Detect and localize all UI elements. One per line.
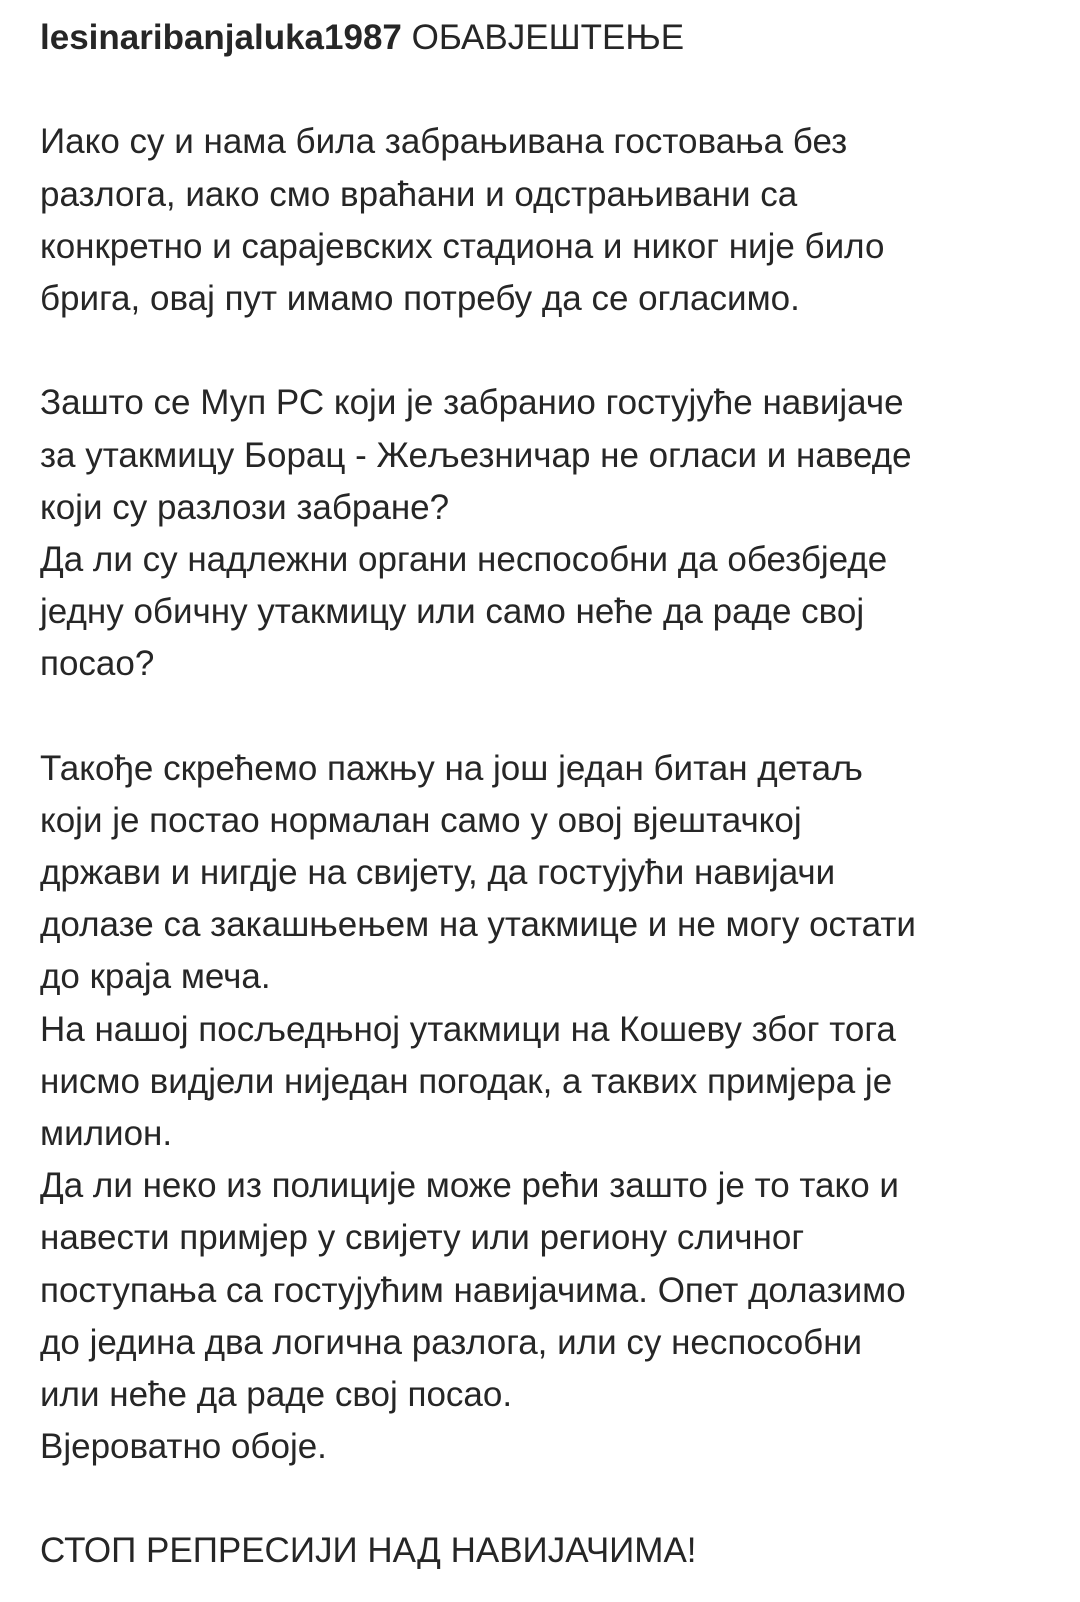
caption-line: који је постао нормалан само у овој вјештачкој [40,800,802,840]
caption-line: конкретно и сарајевских стадиона и никог није било [40,226,885,266]
caption-line: до једина два логична разлога, или су неспособни [40,1322,863,1362]
caption-line: до краја меча. [40,957,271,997]
paragraph-spacer [40,1473,1050,1525]
caption-heading: ОБАВЈЕШТЕЊЕ [411,18,685,57]
caption-line: нисмо видјели ниједан погодак, а таквих примјера је [40,1061,893,1101]
caption-line: за утакмицу Борац - Жељезничар не огласи и наведе [40,435,912,475]
username-link[interactable]: lesinaribanjaluka1987 [40,18,402,57]
caption-line: посао? [40,644,155,684]
paragraph-3 [40,743,1050,1474]
caption-header [40,12,1050,64]
caption-line: долазе са закашњењем на утакмице и не могу остати [40,905,916,945]
caption-line: навести примјер у свијету или региону сличног [40,1218,805,1258]
paragraph-spacer [40,64,1050,116]
paragraph-1 [40,116,1050,325]
caption-line: држави и нигдје на свијету, да гостујући навијачи [40,853,836,892]
caption-line: разлога, иако смо враћани и одстрањивани са [40,174,798,214]
caption-line: поступања са гостујућим навијачима. Опет долазимо [40,1270,906,1310]
paragraph-spacer [40,325,1050,377]
caption-line: милион. [40,1113,173,1153]
caption-line: Иако су и нама била забрањивана гостовања без [40,122,848,162]
caption-line: Вјероватно обоје. [40,1427,327,1467]
caption-line: Да ли неко из полиције може рећи зашто је то тако и [40,1166,899,1206]
caption-line: једну обичну утакмицу или само неће да раде свој [40,592,865,632]
caption-line: На нашој посљедњној утакмици на Кошеву због тога [40,1009,896,1049]
paragraph-spacer [40,690,1050,742]
caption-line: Да ли су надлежни органи неспособни да обезбједе [40,539,888,579]
post-caption [40,12,1050,1578]
paragraph-2 [40,377,1050,690]
caption-line: Зашто се Муп РС који је забранио гостујуће навијаче [40,383,904,423]
caption-closing: СТОП РЕПРЕСИЈИ НАД НАВИЈАЧИМА! [40,1531,697,1571]
caption-line: Такође скрећемо пажњу на још један битан детаљ [40,748,863,788]
caption-line: који су разлози забране? [40,487,450,527]
caption-line: или неће да раде свој посао. [40,1374,513,1414]
caption-line: брига, овај пут имамо потребу да се огласимо. [40,278,800,318]
